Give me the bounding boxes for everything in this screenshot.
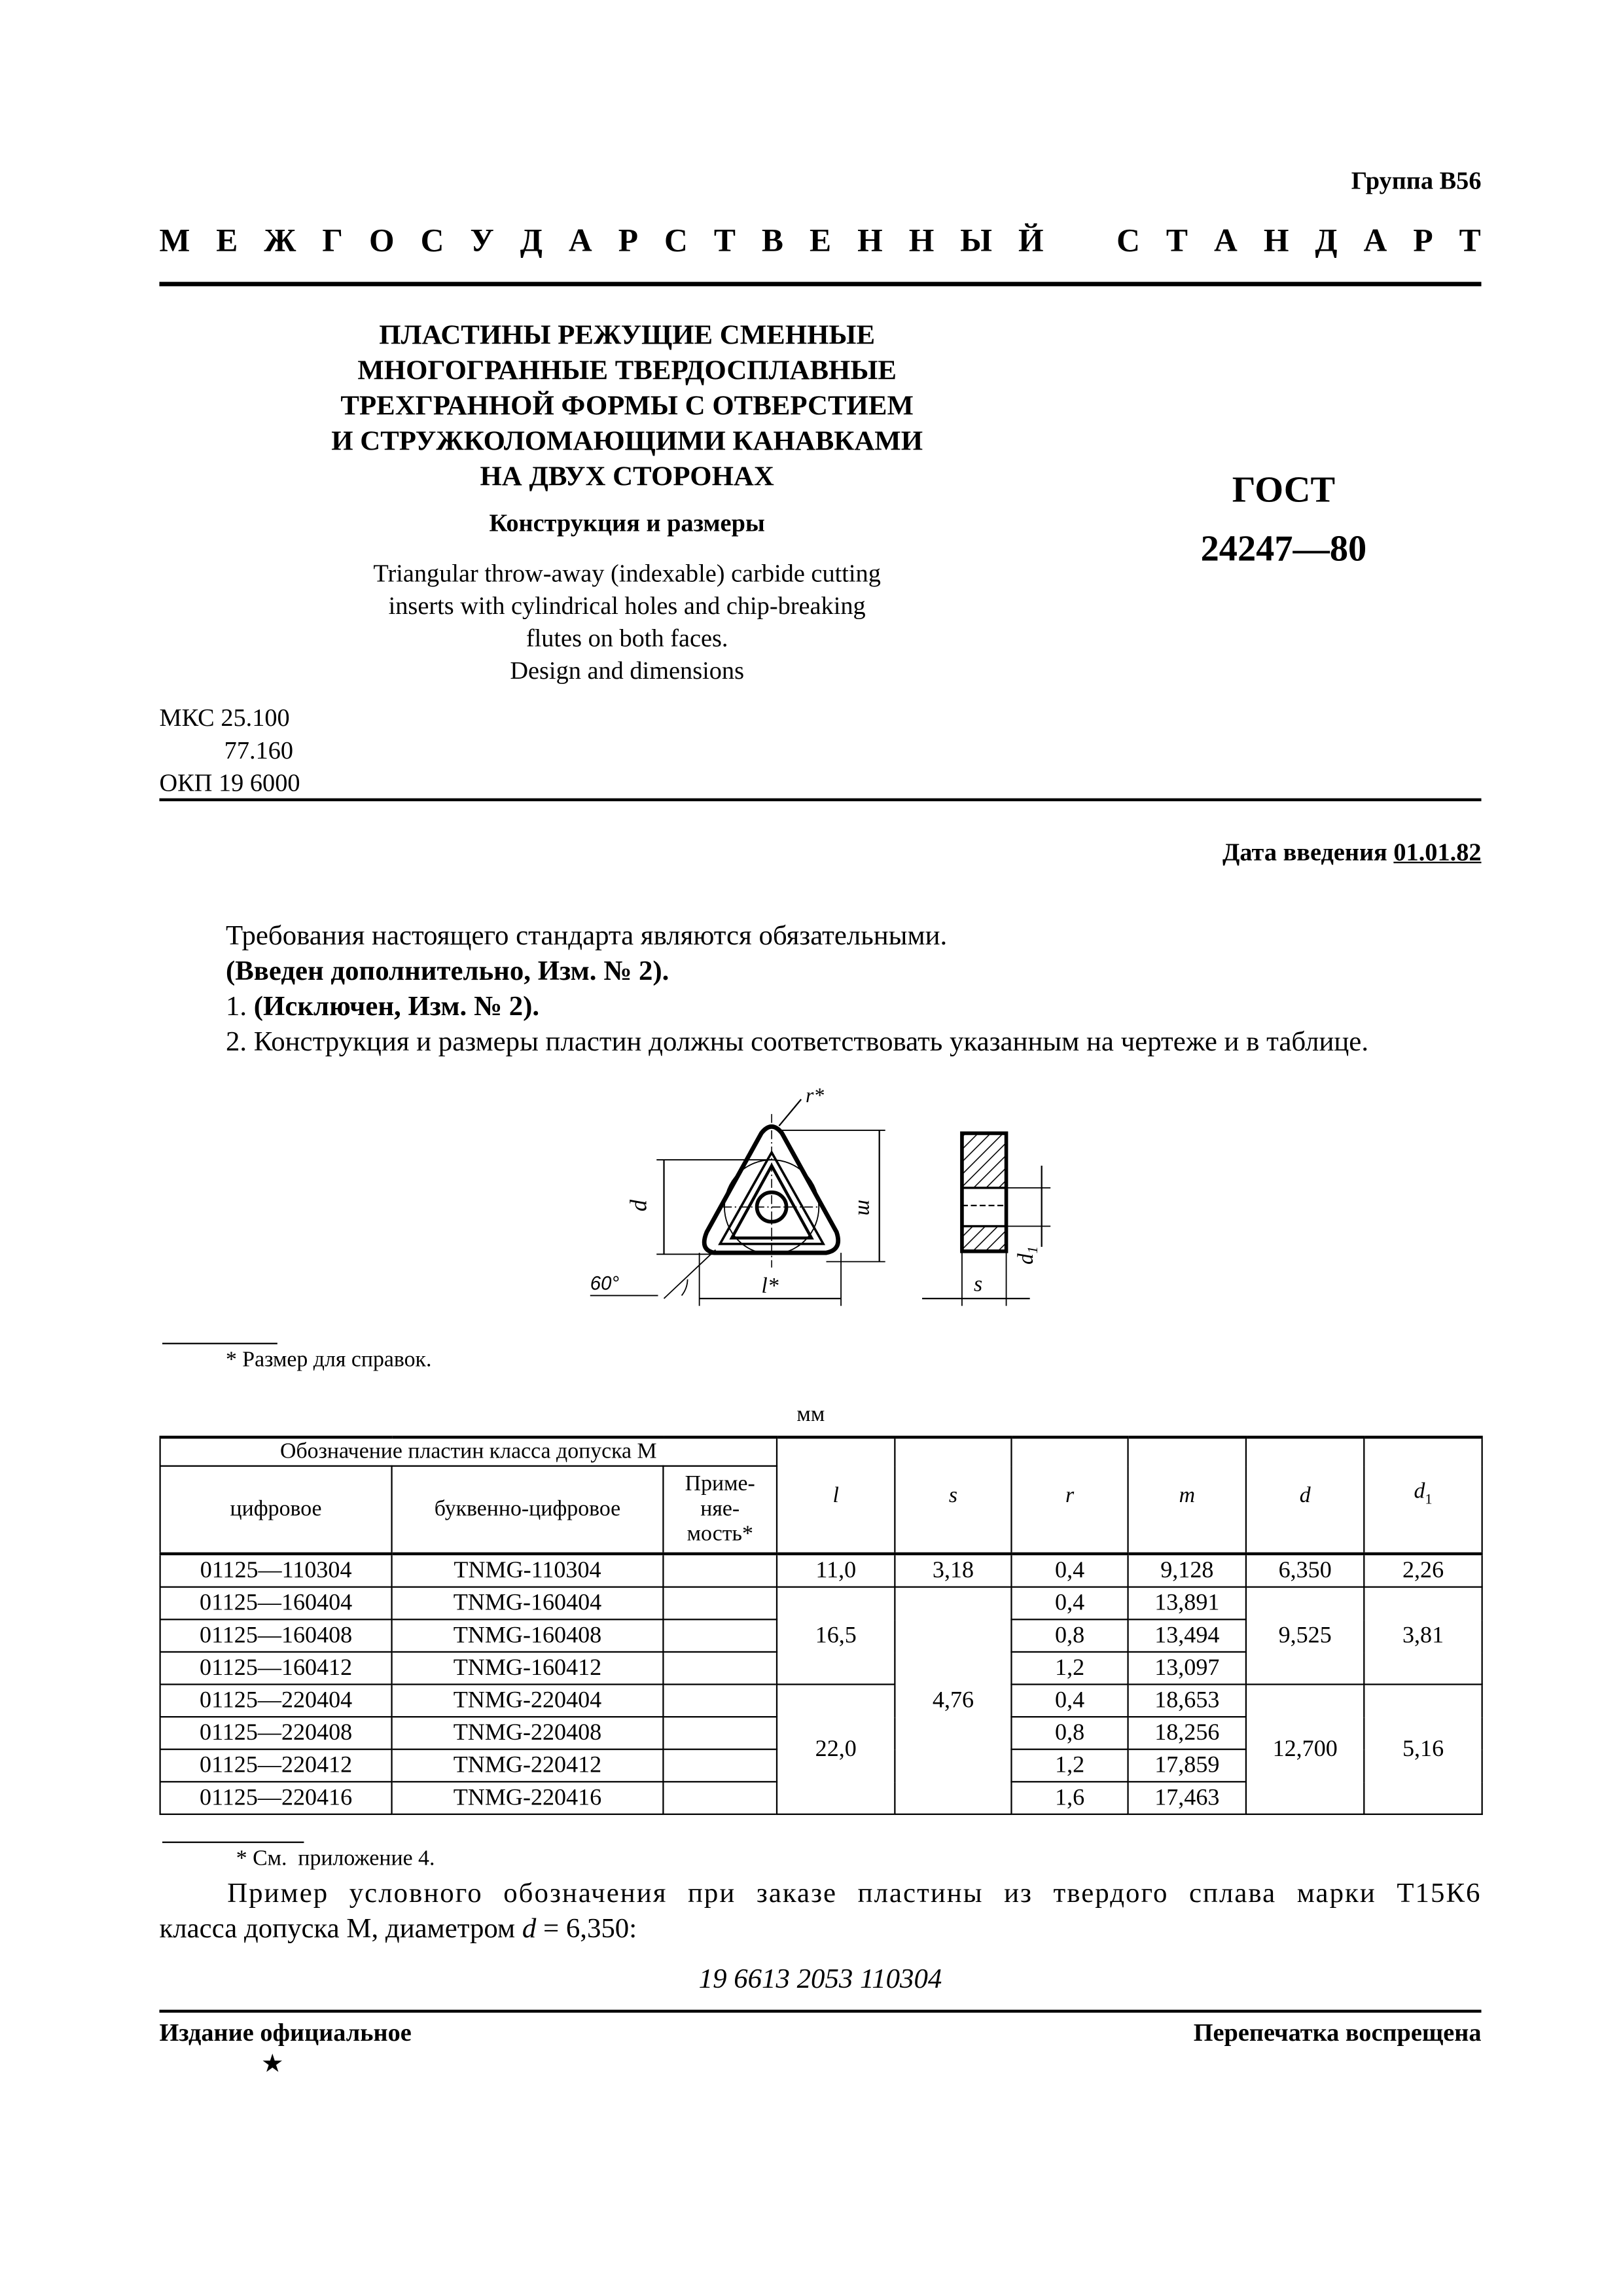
gost-label: ГОСТ bbox=[1232, 471, 1336, 511]
banner-letter: Е bbox=[810, 221, 832, 259]
banner-letter: О bbox=[368, 221, 395, 259]
paragraph: Требования настоящего стандарта являются обязательными. bbox=[225, 920, 948, 952]
header-d1: $d_1$ bbox=[1364, 1437, 1482, 1554]
cell-alnum: TNMG-160408 bbox=[392, 1619, 664, 1652]
dimensions-table bbox=[159, 1436, 1482, 1815]
cell-m: 9,128 bbox=[1128, 1554, 1246, 1587]
paragraph-2: 2. Конструкция и размеры пластин должны соответствовать указанным на чертеже и в таблице. bbox=[225, 1027, 1369, 1058]
insert-drawing bbox=[575, 1085, 1077, 1321]
cell-applic bbox=[663, 1619, 777, 1652]
banner-letter: А bbox=[568, 221, 592, 259]
cell-applic bbox=[663, 1652, 777, 1685]
banner-letter: Й bbox=[1018, 221, 1044, 259]
label-angle: 60° bbox=[590, 1272, 620, 1295]
label-r: r* bbox=[805, 1085, 825, 1107]
title-en bbox=[266, 558, 989, 687]
okp-code: ОКП 19 6000 bbox=[159, 768, 300, 797]
cell-digital: 01125—160408 bbox=[160, 1619, 392, 1652]
banner-letter: Г bbox=[322, 221, 343, 259]
banner-letter: Ы bbox=[960, 221, 993, 259]
cell-r: 1,2 bbox=[1012, 1749, 1128, 1782]
r-leader bbox=[779, 1100, 801, 1126]
title-line: НА ДВУХ СТОРОНАХ bbox=[480, 461, 774, 493]
banner-letter: Д bbox=[520, 221, 543, 259]
footnote-rule bbox=[162, 1343, 277, 1344]
codes-rule bbox=[159, 798, 1481, 802]
cell-applic bbox=[663, 1554, 777, 1587]
table-row bbox=[160, 1587, 1482, 1620]
table-body bbox=[160, 1554, 1482, 1814]
cell-d: 9,525 bbox=[1246, 1587, 1364, 1685]
cell-m: 17,859 bbox=[1128, 1749, 1246, 1782]
cell-m: 13,097 bbox=[1128, 1652, 1246, 1685]
cell-alnum: TNMG-220408 bbox=[392, 1717, 664, 1749]
cell-d: 12,700 bbox=[1246, 1685, 1364, 1814]
title-en-line: inserts with cylindrical holes and chip-breaking bbox=[388, 592, 866, 620]
paragraph-amendment: (Введен дополнительно, Изм. № 2). bbox=[225, 956, 669, 988]
label-m: m bbox=[853, 1199, 878, 1216]
title-en-line: Design and dimensions bbox=[510, 656, 745, 685]
cell-m: 18,653 bbox=[1128, 1685, 1246, 1717]
cell-alnum: TNMG-220416 bbox=[392, 1782, 664, 1814]
cell-digital: 01125—220412 bbox=[160, 1749, 392, 1782]
banner-letter: Н bbox=[908, 221, 935, 259]
footnote-appendix: * См. приложение 4. bbox=[236, 1847, 435, 1871]
cell-r: 0,4 bbox=[1012, 1685, 1128, 1717]
title-line: ПЛАСТИНЫ РЕЖУЩИЕ СМЕННЫЕ bbox=[379, 320, 876, 351]
section-hatch-bottom bbox=[962, 1226, 1007, 1251]
example-line-1: Пример условного обозначения при заказе пластины из твердого сплава марки Т15К6 bbox=[227, 1878, 1482, 1910]
cell-alnum: TNMG-220412 bbox=[392, 1749, 664, 1782]
banner-letter bbox=[1070, 221, 1091, 266]
banner-letter: Р bbox=[1413, 221, 1433, 259]
banner-letter: Н bbox=[1263, 221, 1289, 259]
gost-designation bbox=[1136, 462, 1431, 580]
classification-codes bbox=[159, 702, 300, 800]
reprint-prohibited: Перепечатка воспрещена bbox=[1193, 2018, 1482, 2047]
header-designation-group: Обозначение пластин класса допуска М bbox=[160, 1437, 777, 1466]
cell-alnum: TNMG-220404 bbox=[392, 1685, 664, 1717]
example-paragraph bbox=[159, 1877, 1481, 1948]
item-number: 1. bbox=[225, 992, 247, 1023]
title-en-line: flutes on both faces. bbox=[526, 624, 728, 653]
cell-digital: 01125—160412 bbox=[160, 1652, 392, 1685]
intro-date bbox=[1222, 838, 1482, 868]
cell-d: 6,350 bbox=[1246, 1554, 1364, 1587]
banner-letter: Т bbox=[1166, 221, 1188, 259]
group-code: Группа В56 bbox=[1351, 166, 1482, 195]
angle-leader bbox=[664, 1250, 716, 1299]
cell-alnum: TNMG-160412 bbox=[392, 1652, 664, 1685]
label-d1: $d_1$ bbox=[1014, 1246, 1041, 1265]
banner-letter: А bbox=[1363, 221, 1387, 259]
banner-letter: С bbox=[420, 221, 444, 259]
header-digital: цифровое bbox=[160, 1466, 392, 1554]
title-line: МНОГОГРАННЫЕ ТВЕРДОСПЛАВНЫЕ bbox=[357, 355, 897, 387]
example-code: 19 6613 2053 110304 bbox=[698, 1964, 942, 1996]
banner-letter: Е bbox=[216, 221, 238, 259]
header-l: l bbox=[777, 1437, 895, 1554]
cell-r: 1,6 bbox=[1012, 1782, 1128, 1814]
header-rule bbox=[159, 282, 1481, 287]
cell-applic bbox=[663, 1749, 777, 1782]
cell-r: 0,8 bbox=[1012, 1619, 1128, 1652]
cell-r: 0,8 bbox=[1012, 1717, 1128, 1749]
body-text bbox=[226, 920, 1368, 1061]
footer-rule bbox=[159, 2010, 1481, 2013]
cell-d1: 3,81 bbox=[1364, 1587, 1482, 1685]
table-row bbox=[160, 1685, 1482, 1717]
example-line-2: класса допуска М, диаметром d = 6,350: bbox=[159, 1914, 637, 1945]
header-d: d bbox=[1246, 1437, 1364, 1554]
banner-letter: В bbox=[761, 221, 784, 259]
cell-r: 1,2 bbox=[1012, 1652, 1128, 1685]
star-icon: ★ bbox=[261, 2049, 284, 2078]
banner-letter: Т bbox=[1459, 221, 1481, 259]
cell-digital: 01125—220404 bbox=[160, 1685, 392, 1717]
cell-d1: 5,16 bbox=[1364, 1685, 1482, 1814]
cell-s: 4,76 bbox=[895, 1587, 1011, 1814]
title-line: И СТРУЖКОЛОМАЮЩИМИ КАНАВКАМИ bbox=[331, 426, 923, 457]
cell-m: 13,891 bbox=[1128, 1587, 1246, 1620]
title-line: ТРЕХГРАННОЙ ФОРМЫ С ОТВЕРСТИЕМ bbox=[340, 391, 914, 422]
cell-applic bbox=[663, 1685, 777, 1717]
cell-d1: 2,26 bbox=[1364, 1554, 1482, 1587]
official-edition: Издание официальное bbox=[159, 2018, 412, 2047]
label-s: s bbox=[973, 1272, 983, 1297]
subtitle: Конструкция и размеры bbox=[489, 509, 765, 537]
table-row bbox=[160, 1554, 1482, 1587]
cell-s: 3,18 bbox=[895, 1554, 1011, 1587]
label-l: l* bbox=[761, 1273, 779, 1298]
header-r: r bbox=[1012, 1437, 1128, 1554]
footnote-reference-size: * Размер для справок. bbox=[225, 1348, 432, 1372]
cell-m: 17,463 bbox=[1128, 1782, 1246, 1814]
cell-applic bbox=[663, 1587, 777, 1620]
cell-alnum: TNMG-160404 bbox=[392, 1587, 664, 1620]
section-hatch-top bbox=[962, 1133, 1007, 1187]
cell-l: 22,0 bbox=[777, 1685, 895, 1814]
cell-applic bbox=[663, 1717, 777, 1749]
item-text: (Исключен, Изм. № 2). bbox=[253, 992, 540, 1023]
banner-letter: Д bbox=[1315, 221, 1338, 259]
banner-letter: Р bbox=[618, 221, 639, 259]
banner-letter: М bbox=[159, 221, 190, 259]
mks-code: МКС 25.100 bbox=[159, 704, 290, 732]
cell-m: 13,494 bbox=[1128, 1619, 1246, 1652]
mks-code-2: 77.160 bbox=[224, 736, 294, 764]
title-ru bbox=[266, 319, 989, 496]
label-d: d bbox=[625, 1199, 652, 1211]
cell-digital: 01125—160404 bbox=[160, 1587, 392, 1620]
cell-applic bbox=[663, 1782, 777, 1814]
banner-letter: Н bbox=[857, 221, 883, 259]
title-en-line: Triangular throw-away (indexable) carbide cutting bbox=[373, 559, 881, 588]
paragraph-1 bbox=[226, 990, 1368, 1026]
banner-letter: А bbox=[1214, 221, 1238, 259]
header-s: s bbox=[895, 1437, 1011, 1554]
intro-date-label: Дата введения bbox=[1222, 838, 1387, 867]
intro-date-value: 01.01.82 bbox=[1393, 838, 1482, 867]
gost-number: 24247—80 bbox=[1200, 529, 1367, 570]
banner-letter: Т bbox=[713, 221, 736, 259]
cell-digital: 01125—220416 bbox=[160, 1782, 392, 1814]
cell-m: 18,256 bbox=[1128, 1717, 1246, 1749]
banner-letter: С bbox=[1116, 221, 1140, 259]
header-alnum: буквенно-цифровое bbox=[392, 1466, 664, 1554]
cell-r: 0,4 bbox=[1012, 1554, 1128, 1587]
footnote-rule-2 bbox=[162, 1842, 304, 1843]
cell-digital: 01125—220408 bbox=[160, 1717, 392, 1749]
banner-letter: Ж bbox=[264, 221, 296, 259]
header-applicability: Приме- няе- мость* bbox=[663, 1466, 777, 1554]
cell-r: 0,4 bbox=[1012, 1587, 1128, 1620]
standard-banner bbox=[159, 221, 1481, 266]
banner-letter: У bbox=[470, 221, 494, 259]
header-m: m bbox=[1128, 1437, 1246, 1554]
cell-digital: 01125—110304 bbox=[160, 1554, 392, 1587]
cell-l: 11,0 bbox=[777, 1554, 895, 1587]
cell-alnum: TNMG-110304 bbox=[392, 1554, 664, 1587]
banner-letter: С bbox=[664, 221, 688, 259]
units-label: мм bbox=[796, 1403, 825, 1427]
cell-l: 16,5 bbox=[777, 1587, 895, 1685]
